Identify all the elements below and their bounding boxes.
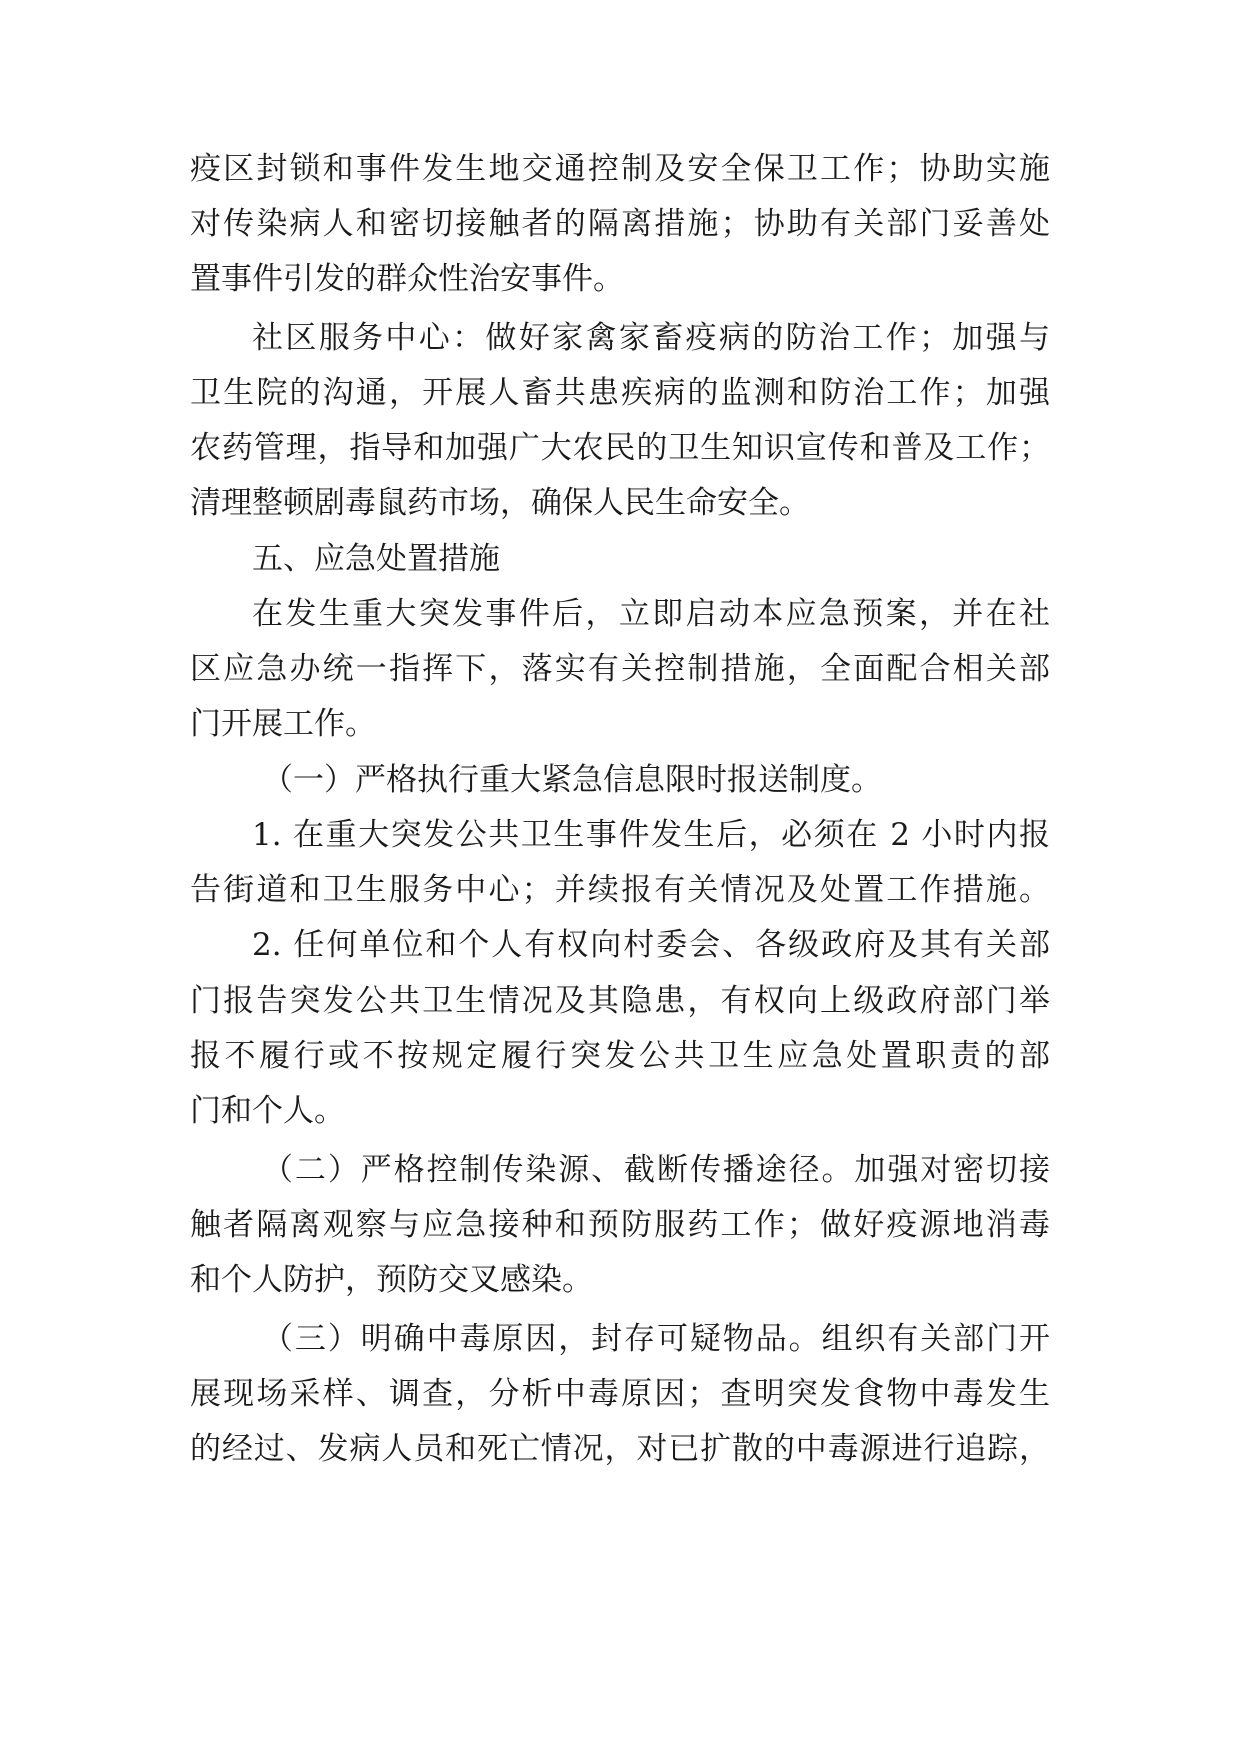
paragraph-line: 清理整顿剧毒鼠药市场，确保人民生命安全。: [190, 485, 810, 521]
paragraph-line: 对传染病人和密切接触者的隔离措施；协助有关部门妥善处: [190, 206, 1050, 242]
paragraph-line: 置事件引发的群众性治安事件。: [190, 261, 624, 297]
paragraph-line: 报不履行或不按规定履行突发公共卫生应急处置职责的部: [190, 1038, 1050, 1074]
paragraph-line: 门报告突发公共卫生情况及其隐患，有权向上级政府部门举: [190, 983, 1050, 1019]
paragraph-line: 门开展工作。: [190, 706, 376, 742]
paragraph-line: 卫生院的沟通，开展人畜共患疾病的监测和防治工作；加强: [190, 375, 1050, 411]
paragraph-line: 疫区封锁和事件发生地交通控制及安全保卫工作；协助实施: [190, 151, 1050, 187]
paragraph-line: 在发生重大突发事件后，立即启动本应急预案，并在社: [252, 596, 1050, 632]
paragraph-line: （二）严格控制传染源、截断传播途径。加强对密切接: [262, 1152, 1050, 1188]
paragraph-line: 和个人防护，预防交叉感染。: [190, 1262, 593, 1298]
paragraph-line: 社区服务中心：做好家禽家畜疫病的防治工作；加强与: [252, 320, 1050, 356]
paragraph-line: 告街道和卫生服务中心；并续报有关情况及处置工作措施。: [190, 872, 1050, 908]
paragraph-line: 区应急办统一指挥下，落实有关控制措施，全面配合相关部: [190, 651, 1050, 687]
paragraph-line: （三）明确中毒原因，封存可疑物品。组织有关部门开: [262, 1321, 1050, 1357]
paragraph-line: 门和个人。: [190, 1093, 345, 1129]
subsection-heading: （一）严格执行重大紧急信息限时报送制度。: [262, 762, 882, 798]
paragraph-line: 2. 任何单位和个人有权向村委会、各级政府及其有关部: [252, 927, 1050, 963]
section-heading: 五、应急处置措施: [252, 541, 500, 577]
paragraph-line: 1. 在重大突发公共卫生事件发生后，必须在 2 小时内报: [252, 817, 1050, 853]
paragraph-line: 农药管理，指导和加强广大农民的卫生知识宣传和普及工作；: [190, 430, 1050, 466]
paragraph-line: 的经过、发病人员和死亡情况，对已扩散的中毒源进行追踪，: [190, 1431, 1050, 1467]
paragraph-line: 触者隔离观察与应急接种和预防服药工作；做好疫源地消毒: [190, 1207, 1050, 1243]
paragraph-line: 展现场采样、调查，分析中毒原因；查明突发食物中毒发生: [190, 1376, 1050, 1412]
